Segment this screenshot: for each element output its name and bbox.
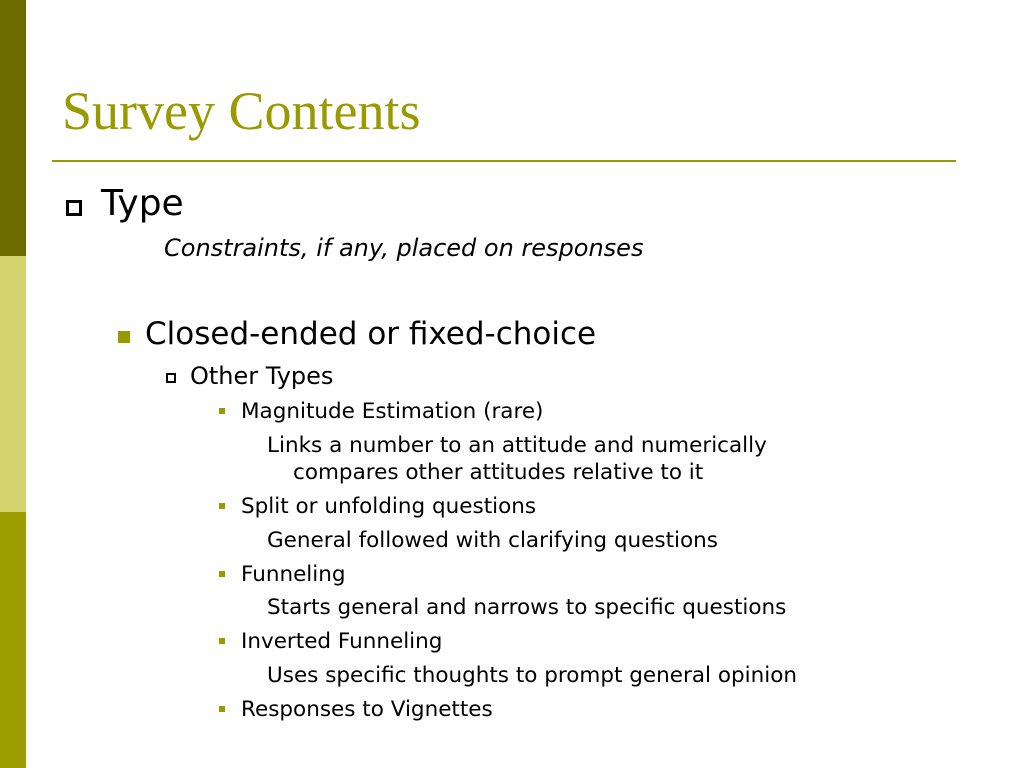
item-split-unfolding: Split or unfolding questions xyxy=(241,494,537,519)
title-divider xyxy=(52,160,956,162)
item-magnitude-estimation: Magnitude Estimation (rare) xyxy=(241,399,544,424)
hollow-square-bullet-icon xyxy=(166,373,176,383)
slide-title: Survey Contents xyxy=(62,81,421,141)
type-description: Constraints, if any, placed on responses xyxy=(164,234,644,262)
small-square-bullet-icon xyxy=(219,706,225,712)
item-inverted-funneling: Inverted Funneling xyxy=(241,629,443,654)
item-description: Starts general and narrows to specific questions xyxy=(267,595,787,620)
item-description: General followed with clarifying questions xyxy=(267,528,718,553)
bullet-closed-ended: Closed-ended or fixed-choice xyxy=(145,316,597,352)
item-description-continued: compares other attitudes relative to it xyxy=(293,460,704,485)
bullet-other-types: Other Types xyxy=(190,362,334,390)
item-description: Uses specific thoughts to prompt general opinion xyxy=(267,663,797,688)
item-description: Links a number to an attitude and numerically xyxy=(267,433,767,458)
small-square-bullet-icon xyxy=(219,638,225,644)
side-bar-dark xyxy=(0,0,26,256)
small-square-bullet-icon xyxy=(219,571,225,577)
item-funneling: Funneling xyxy=(241,562,346,587)
filled-square-bullet-icon xyxy=(118,331,130,343)
side-bar-light xyxy=(0,256,26,512)
small-square-bullet-icon xyxy=(219,503,225,509)
hollow-square-bullet-icon xyxy=(66,200,82,216)
item-responses-to-vignettes: Responses to Vignettes xyxy=(241,697,493,722)
bullet-type: Type xyxy=(101,183,184,224)
small-square-bullet-icon xyxy=(219,408,225,414)
side-bar-mid xyxy=(0,512,26,768)
